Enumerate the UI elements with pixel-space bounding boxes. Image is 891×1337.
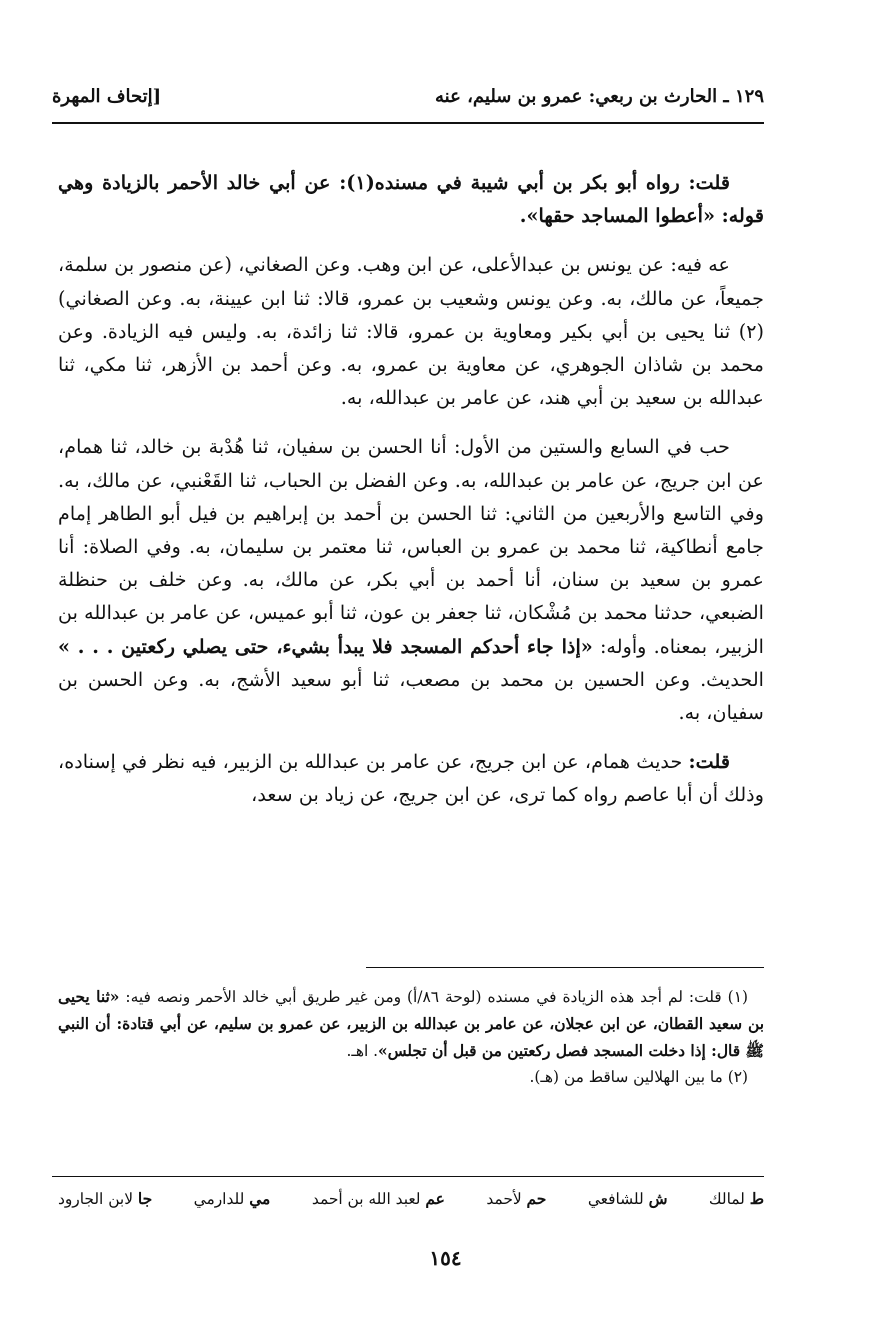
abbreviation-key: مي xyxy=(249,1190,271,1208)
abbreviation-item xyxy=(58,1190,152,1216)
abbreviation-value: للدارمي xyxy=(193,1190,245,1208)
abbreviation-item xyxy=(486,1190,546,1216)
abbreviations-divider xyxy=(52,1176,764,1177)
abbreviation-value: لعبد الله بن أحمد xyxy=(311,1190,421,1208)
paragraph-2-text: عه فيه: عن يونس بن عبدالأعلى، عن ابن وهب. وعن الصغاني، (عن منصور بن سلمة، جميعاً، عن مالك، به. وعن يونس وشعيب بن عمرو، قالا: ثنا ابن عيينة، به. وعن الصغاني)(٢) ثنا يحيى بن أبي بكير ومعاوية بن عمرو، قالا: ثنا زائدة، به. وليس فيه الزيادة. وعن محمد بن شاذان الجوهري، عن معاوية بن عمرو، به. وعن أحمد بن الأزهر، ثنا مكي، ثنا عبدالله بن سعيد بن أبي هند، عن عامر بن عبدالله، به. xyxy=(58,253,764,410)
main-text xyxy=(58,166,764,812)
abbreviation-value: لابن الجارود xyxy=(58,1190,133,1208)
paragraph-1-text: رواه أبو بكر بن أبي شيبة في مسنده(١): عن أبي خالد الأحمر بالزيادة وهي قوله: «أعطوا المساجد حقها». xyxy=(58,171,764,228)
abbreviation-item xyxy=(194,1190,271,1216)
paragraph-4-lead: قلت: xyxy=(688,750,730,774)
chapter-heading: ١٢٩ ـ الحارث بن ربعي: عمرو بن سليم، عنه xyxy=(435,86,764,107)
footnote-2 xyxy=(58,1064,764,1091)
footnote-1-before: (١) قلت: لم أجد هذه الزيادة في مسنده (لوحة ٨٦/أ) ومن غير طريق أبي خالد الأحمر ونصه فيه: xyxy=(119,988,748,1006)
footnote-1 xyxy=(58,984,764,1064)
header-divider xyxy=(52,122,764,124)
paragraph-3-text-before: حب في السابع والستين من الأول: أنا الحسن بن سفيان، ثنا هُدْبة بن خالد، ثنا همام، عن ابن جريج، عن عامر بن عبدالله، به. وعن الفضل بن الحباب، ثنا القَعْنبي، عن مالك، به. وفي التاسع والأربعين من الثاني: ثنا الحسن بن أحمد بن إبراهيم بن فيل أبو الطاهر إمام جامع أنطاكية، ثنا محمد بن عمرو بن العباس، ثنا معتمر بن سليمان، به. وفي الصلاة: أنا عمرو بن سعيد بن سنان، أنا أحمد بن أبي بكر، عن مالك، به. وعن خلف بن حنظلة الضبعي، حدثنا محمد بن مُشْكان، ثنا جعفر بن عون، ثنا أبو عميس، عن عامر بن عبدالله بن الزبير، بمعناه. وأوله: xyxy=(58,435,764,658)
hadith-quote: «إذا جاء أحدكم المسجد فلا يبدأ بشيء، حتى يصلي ركعتين . . . » xyxy=(58,634,593,658)
paragraph-3 xyxy=(58,430,764,729)
paragraph-1-lead: قلت: xyxy=(688,171,730,194)
footnote-2-text: (٢) ما بين الهلالين ساقط من (هـ). xyxy=(529,1068,748,1087)
abbreviation-key: ط xyxy=(749,1190,764,1208)
paragraph-2 xyxy=(58,248,764,414)
paragraph-3-text-after: الحديث. وعن الحسين بن محمد بن مصعب، ثنا أبو سعيد الأشج، به. وعن الحسن بن سفيان، به. xyxy=(58,667,764,725)
abbreviations-legend xyxy=(58,1190,764,1216)
abbreviation-value: لمالك xyxy=(708,1190,745,1208)
footnote-1-after: . اهـ. xyxy=(346,1041,379,1060)
abbreviation-value: للشافعي xyxy=(587,1190,644,1208)
running-header xyxy=(52,86,764,118)
abbreviation-key: ش xyxy=(648,1190,668,1208)
abbreviation-key: عم xyxy=(425,1190,445,1208)
paragraph-4 xyxy=(58,745,764,811)
paragraph-4-text: حديث همام، عن ابن جريج، عن عامر بن عبدالله بن الزبير، فيه نظر في إسناده، وذلك أن أبا عاصم رواه كما ترى، عن ابن جريج، عن زياد بن سعد، xyxy=(58,750,764,807)
book-title: [إتحاف المهرة xyxy=(52,86,162,107)
abbreviation-key: جا xyxy=(137,1190,153,1208)
abbreviation-item xyxy=(588,1190,668,1216)
footnote-1-quote: «ثنا يحيى بن سعيد القطان، عن ابن عجلان، عن عامر بن عبدالله بن الزبير، عن عمرو بن سليم، عن أبي قتادة: أن النبي ﷺ قال: إذا دخلت المسجد فصل ركعتين من قبل أن تجلس» xyxy=(58,988,764,1060)
paragraph-1 xyxy=(58,166,764,232)
footnotes xyxy=(58,984,764,1091)
abbreviation-item xyxy=(312,1190,445,1216)
page-number: ١٥٤ xyxy=(429,1246,462,1270)
footnote-divider xyxy=(366,967,764,968)
abbreviation-key: حم xyxy=(526,1190,547,1208)
abbreviation-value: لأحمد xyxy=(486,1190,522,1208)
abbreviation-item xyxy=(709,1190,764,1216)
